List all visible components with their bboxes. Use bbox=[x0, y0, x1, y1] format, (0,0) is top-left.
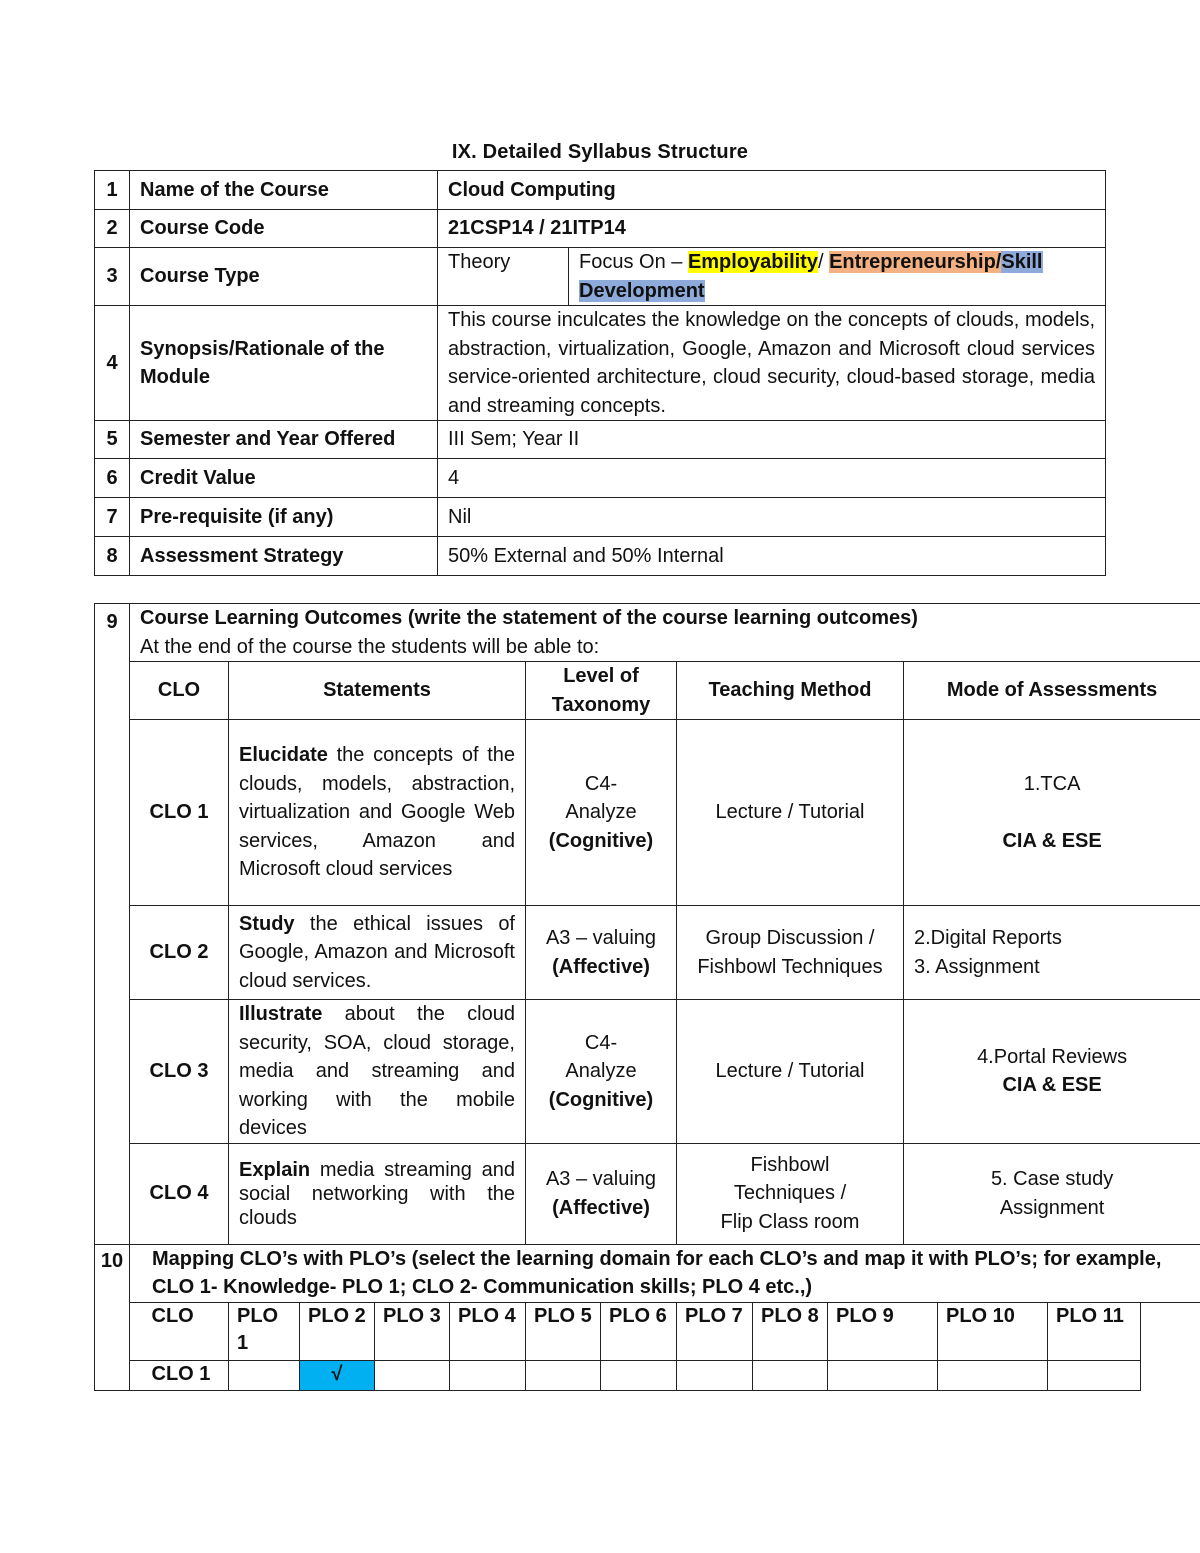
document-title: IX. Detailed Syllabus Structure bbox=[451, 141, 749, 163]
header-level: Level of Taxonomy bbox=[526, 662, 677, 720]
clo-mode bbox=[904, 906, 1200, 1000]
mapping-cell-plo3 bbox=[375, 1360, 450, 1390]
header-clo: CLO bbox=[130, 662, 229, 720]
row-assessment bbox=[95, 537, 1106, 576]
clo-mode bbox=[904, 1000, 1200, 1144]
semester-value: III Sem; Year II bbox=[438, 421, 1106, 459]
mode-line-1: 2.Digital Reports bbox=[914, 927, 1062, 949]
clo-verb: Study bbox=[239, 912, 295, 935]
clo-level bbox=[526, 1000, 677, 1144]
clo-table bbox=[94, 603, 1200, 1391]
clo-level bbox=[526, 906, 677, 1000]
clo-level bbox=[526, 720, 677, 906]
mapping-cell-plo4 bbox=[450, 1360, 526, 1390]
row-label: Semester and Year Offered bbox=[130, 421, 438, 459]
clo-id: CLO 2 bbox=[130, 906, 229, 1000]
level-domain: (Affective) bbox=[552, 1196, 650, 1219]
assessment-value: 50% External and 50% Internal bbox=[438, 537, 1106, 576]
clo-heading: Course Learning Outcomes (write the statement of the course learning outcomes) bbox=[140, 607, 918, 629]
row-course-type bbox=[95, 248, 1106, 306]
level-name: Analyze bbox=[565, 801, 637, 824]
row-number: 8 bbox=[95, 537, 130, 576]
plo-header: PLO 7 bbox=[677, 1302, 753, 1360]
level-code: C4- bbox=[584, 1031, 618, 1054]
mapping-cell-plo8 bbox=[753, 1360, 828, 1390]
clo-mode bbox=[904, 1143, 1200, 1244]
plo-header-row bbox=[95, 1302, 1200, 1360]
row-label: Course Code bbox=[130, 210, 438, 248]
clo-statement-text: the ethical issues of Google, Amazon and Microsoft cloud services. bbox=[239, 912, 515, 992]
clo-statement-text: about the cloud security, SOA, cloud storage, media and streaming and working with the mobile devices bbox=[239, 1003, 515, 1139]
clo-teaching: Lecture / Tutorial bbox=[677, 1000, 904, 1144]
plo-header: PLO 2 bbox=[300, 1302, 375, 1360]
spacer bbox=[130, 1360, 144, 1390]
course-type-value: Theory bbox=[438, 248, 569, 306]
course-code-value: 21CSP14 / 21ITP14 bbox=[438, 210, 1106, 248]
clo-verb: Elucidate bbox=[239, 744, 328, 767]
clo-subheading: At the end of the course the students will be able to: bbox=[140, 635, 600, 658]
mapping-row-clo1 bbox=[95, 1360, 1200, 1390]
row-label: Pre-requisite (if any) bbox=[130, 498, 438, 537]
mapping-row-label: CLO 1 bbox=[144, 1360, 229, 1390]
focus-separator: / bbox=[817, 251, 830, 273]
row-number: 6 bbox=[95, 459, 130, 498]
level-domain: (Affective) bbox=[552, 955, 650, 978]
clo-statement bbox=[229, 1000, 526, 1144]
row-label: Synopsis/Rationale of the Module bbox=[130, 306, 438, 421]
focus-prefix: Focus On – bbox=[579, 251, 688, 273]
row-label: Name of the Course bbox=[130, 171, 438, 210]
teaching-line-3: Flip Class room bbox=[720, 1210, 860, 1233]
mapping-cell-plo7 bbox=[677, 1360, 753, 1390]
clo-teaching: Group Discussion / Fishbowl Techniques bbox=[677, 906, 904, 1000]
row-number: 1 bbox=[95, 171, 130, 210]
row-course-code bbox=[95, 210, 1106, 248]
mapping-cell-plo10 bbox=[938, 1360, 1048, 1390]
teaching-line-1: Fishbowl bbox=[750, 1153, 830, 1176]
row-number: 5 bbox=[95, 421, 130, 459]
level-code: A3 – valuing bbox=[545, 1168, 657, 1190]
header-statements: Statements bbox=[229, 662, 526, 720]
row-synopsis bbox=[95, 306, 1106, 421]
mapping-cell-plo11 bbox=[1048, 1360, 1141, 1390]
level-name: Analyze bbox=[565, 1060, 637, 1082]
mode-line-1: 4.Portal Reviews bbox=[977, 1045, 1128, 1068]
mapping-cell-plo6 bbox=[601, 1360, 677, 1390]
clo-heading-cell bbox=[130, 604, 1200, 662]
level-domain: (Cognitive) bbox=[548, 1088, 654, 1111]
mapping-heading-row bbox=[95, 1244, 1200, 1302]
row-label: Assessment Strategy bbox=[130, 537, 438, 576]
mapping-cell-plo2: √ bbox=[300, 1360, 375, 1390]
row-label: Credit Value bbox=[130, 459, 438, 498]
mode-line-2: CIA & ESE bbox=[1002, 829, 1102, 852]
mapping-cell-plo1 bbox=[229, 1360, 300, 1390]
plo-header: PLO 5 bbox=[526, 1302, 601, 1360]
focus-entrepreneurship: Entrepreneurship/ bbox=[829, 251, 1002, 273]
clo-verb: Illustrate bbox=[239, 1003, 323, 1025]
focus-employability: Employability bbox=[687, 251, 818, 273]
clo-id: CLO 4 bbox=[130, 1143, 229, 1244]
mode-line-1: 1.TCA bbox=[1023, 773, 1081, 795]
plo-header: PLO 3 bbox=[375, 1302, 450, 1360]
plo-header: PLO 8 bbox=[753, 1302, 828, 1360]
clo-heading-row bbox=[95, 604, 1200, 662]
row-prerequisite bbox=[95, 498, 1106, 537]
level-code: A3 – valuing bbox=[545, 927, 657, 949]
focus-skill-development: Skill Development bbox=[579, 251, 1043, 302]
section-number: 10 bbox=[95, 1244, 130, 1390]
section-number: 9 bbox=[95, 604, 130, 1245]
row-label: Course Type bbox=[130, 248, 438, 306]
clo-row-3 bbox=[95, 1000, 1200, 1144]
row-semester bbox=[95, 421, 1106, 459]
level-code: C4- bbox=[584, 772, 618, 795]
credit-value: 4 bbox=[438, 459, 1106, 498]
mode-line-2: Assignment bbox=[999, 1196, 1105, 1219]
clo-id: CLO 3 bbox=[130, 1000, 229, 1144]
clo-statement-text: media streaming and social networking with the clouds bbox=[239, 1158, 515, 1229]
row-credit bbox=[95, 459, 1106, 498]
row-number: 4 bbox=[95, 306, 130, 421]
focus-on-cell bbox=[569, 248, 1106, 306]
clo-row-4 bbox=[95, 1143, 1200, 1244]
plo-header: PLO 1 bbox=[229, 1302, 300, 1360]
prerequisite-value: Nil bbox=[438, 498, 1106, 537]
plo-header: PLO 6 bbox=[601, 1302, 677, 1360]
clo-statement bbox=[229, 720, 526, 906]
header-teaching: Teaching Method bbox=[677, 662, 904, 720]
clo-teaching: Lecture / Tutorial bbox=[677, 720, 904, 906]
row-number: 3 bbox=[95, 248, 130, 306]
course-name-value: Cloud Computing bbox=[438, 171, 1106, 210]
mapping-heading: Mapping CLO’s with PLO’s (select the learning domain for each CLO’s and map it with PLO’s; for example, CLO 1- Knowledge- PLO 1; CLO 2- Communication skills; PLO 4 etc.,) bbox=[130, 1244, 1200, 1302]
clo-mode bbox=[904, 720, 1200, 906]
row-number: 2 bbox=[95, 210, 130, 248]
synopsis-value: This course inculcates the knowledge on the concepts of clouds, models, abstraction, virtualization, Google, Amazon and Microsoft cloud services service-oriented architecture, cloud security, cloud-based storage, media and streaming concepts. bbox=[438, 306, 1106, 421]
clo-row-2 bbox=[95, 906, 1200, 1000]
plo-header: PLO 9 bbox=[828, 1302, 938, 1360]
mode-line-2: 3. Assignment bbox=[914, 955, 1040, 978]
plo-header-clo: CLO bbox=[144, 1302, 229, 1360]
clo-statement bbox=[229, 1143, 526, 1244]
mode-line-1: 5. Case study bbox=[990, 1168, 1114, 1190]
row-course-name bbox=[95, 171, 1106, 210]
mode-line-2: CIA & ESE bbox=[1002, 1074, 1102, 1097]
plo-header: PLO 11 bbox=[1048, 1302, 1141, 1360]
header-mode: Mode of Assessments bbox=[904, 662, 1200, 720]
clo-level bbox=[526, 1143, 677, 1244]
plo-header: PLO 4 bbox=[450, 1302, 526, 1360]
level-domain: (Cognitive) bbox=[548, 829, 654, 852]
clo-statement bbox=[229, 906, 526, 1000]
clo-header-row bbox=[95, 662, 1200, 720]
mapping-cell-plo5 bbox=[526, 1360, 601, 1390]
course-details-table bbox=[94, 170, 1106, 576]
clo-id: CLO 1 bbox=[130, 720, 229, 906]
clo-teaching bbox=[677, 1143, 904, 1244]
row-number: 7 bbox=[95, 498, 130, 537]
clo-statement-text: the concepts of the clouds, models, abstraction, virtualization and Google Web services, Amazon and Microsoft cloud services bbox=[239, 744, 515, 881]
spacer bbox=[130, 1302, 144, 1360]
plo-header: PLO 10 bbox=[938, 1302, 1048, 1360]
teaching-line-2: Techniques / bbox=[733, 1182, 847, 1205]
clo-row-1 bbox=[95, 720, 1200, 906]
clo-verb: Explain bbox=[239, 1158, 311, 1181]
mapping-cell-plo9 bbox=[828, 1360, 938, 1390]
